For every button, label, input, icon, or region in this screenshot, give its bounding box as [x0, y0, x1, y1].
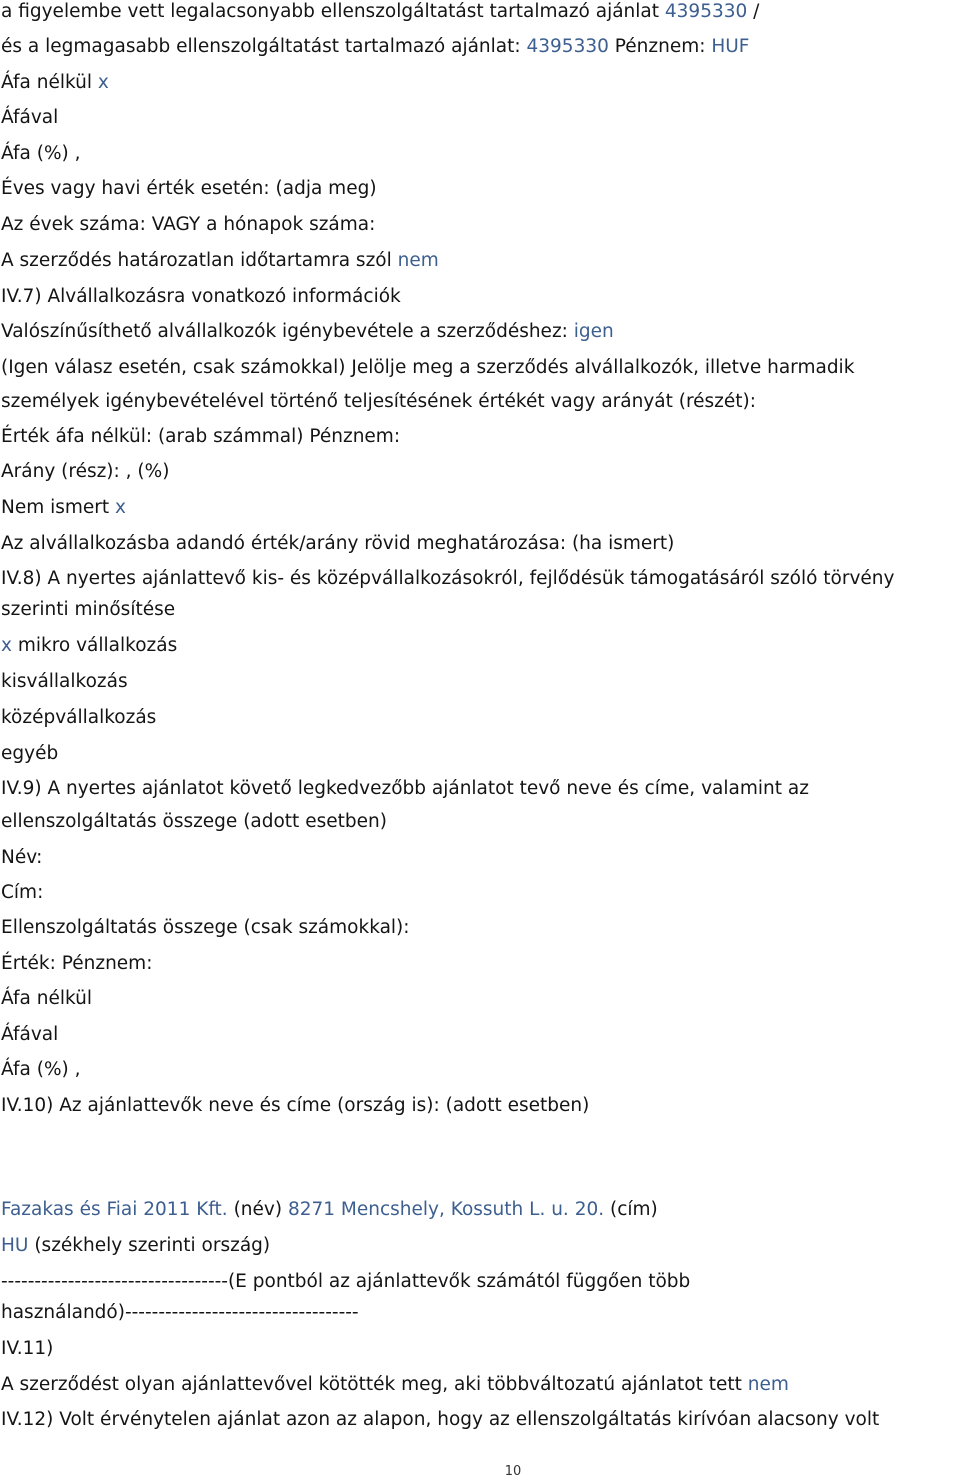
text-line: Áfa nélkül: [1, 988, 92, 1009]
text-line: Név:: [1, 847, 43, 868]
option-line: kisvállalkozás: [1, 671, 128, 692]
text-line: Érték: Pénznem:: [1, 953, 153, 974]
section-heading: IV.12) Volt érvénytelen ajánlat azon az alapon, hogy az ellenszolgáltatás kirívóan alacsony volt: [1, 1409, 880, 1430]
section-heading: IV.8) A nyertes ajánlattevő kis- és középvállalkozásokról, fejlődésük támogatásáról szóló törvény: [1, 568, 895, 589]
option-line: középvállalkozás: [1, 707, 157, 728]
text-line: ellenszolgáltatás összege (adott esetben): [1, 811, 387, 832]
text-line: Fazakas és Fiai 2011 Kft. (név) 8271 Mencshely, Kossuth L. u. 20. (cím): [1, 1199, 658, 1220]
option-line: egyéb: [1, 743, 59, 764]
text-line: Áfával: [1, 1024, 59, 1045]
section-heading: IV.11): [1, 1338, 54, 1359]
text-line: Áfa nélkül x: [1, 72, 109, 93]
text-line: HU (székhely szerinti ország): [1, 1235, 271, 1256]
text-line: szerinti minősítése: [1, 599, 176, 620]
section-heading: IV.10) Az ajánlattevők neve és címe (ország is): (adott esetben): [1, 1095, 590, 1116]
option-line: x mikro vállalkozás: [1, 635, 178, 656]
text-line: Cím:: [1, 882, 44, 903]
page-number: 10: [504, 1464, 522, 1479]
text-line: A szerződés határozatlan időtartamra szól nem: [1, 250, 439, 271]
text-line: a figyelembe vett legalacsonyabb ellenszolgáltatást tartalmazó ajánlat 4395330 /: [1, 1, 760, 22]
text-line: használandó)-----------------------------------: [1, 1302, 359, 1323]
section-heading: IV.7) Alvállalkozásra vonatkozó információk: [1, 286, 401, 307]
text-line: Áfa (%) ,: [1, 143, 81, 164]
text-line: Áfával: [1, 107, 59, 128]
text-line: Valószínűsíthető alvállalkozók igénybevétele a szerződéshez: igen: [1, 321, 614, 342]
text-line: Az évek száma: VAGY a hónapok száma:: [1, 214, 376, 235]
text-line: Arány (rész): , (%): [1, 461, 170, 482]
text-line: (Igen válasz esetén, csak számokkal) Jelölje meg a szerződés alvállalkozók, illetve harmadik: [1, 357, 855, 378]
text-line: személyek igénybevételével történő teljesítésének értékét vagy arányát (részét):: [1, 391, 756, 412]
text-line: és a legmagasabb ellenszolgáltatást tartalmazó ajánlat: 4395330 Pénznem: HUF: [1, 36, 750, 57]
text-line: Érték áfa nélkül: (arab számmal) Pénznem:: [1, 426, 401, 447]
text-line: Ellenszolgáltatás összege (csak számokkal):: [1, 917, 410, 938]
text-line: A szerződést olyan ajánlattevővel kötötték meg, aki többváltozatú ajánlatot tett nem: [1, 1374, 789, 1395]
text-line: Éves vagy havi érték esetén: (adja meg): [1, 178, 377, 199]
text-line: Nem ismert x: [1, 497, 126, 518]
text-line: ----------------------------------(E pontból az ajánlattevők számától függően több: [1, 1271, 691, 1292]
section-heading: IV.9) A nyertes ajánlatot követő legkedvezőbb ajánlatot tevő neve és címe, valamint az: [1, 778, 809, 799]
text-line: Áfa (%) ,: [1, 1059, 81, 1080]
text-line: Az alvállalkozásba adandó érték/arány rövid meghatározása: (ha ismert): [1, 533, 675, 554]
